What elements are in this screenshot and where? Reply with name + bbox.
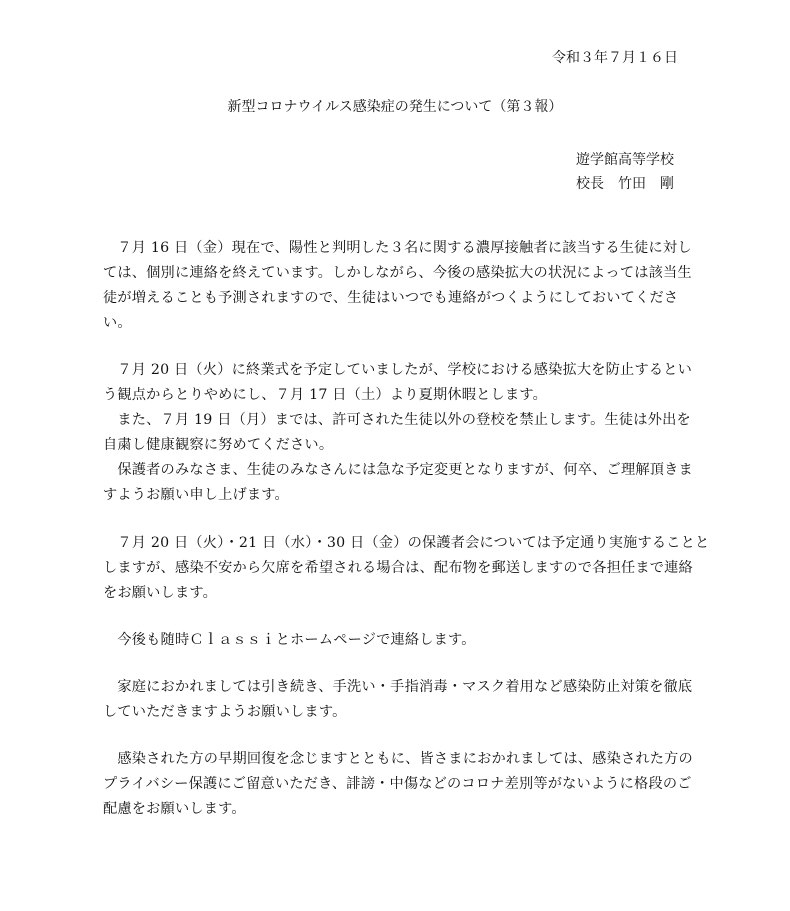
paragraph-line: しますが、感染不安から欠席を希望される場合は、配布物を郵送しますので各担任まで連絡 xyxy=(103,560,693,576)
paragraph-gap xyxy=(103,606,685,628)
paragraph-prevention-request xyxy=(103,675,693,725)
paragraph-privacy-request xyxy=(103,747,693,822)
paragraph-parent-meeting xyxy=(103,531,710,606)
paragraph-line: をお願いします。 xyxy=(103,585,217,601)
paragraph-line: していただきますようお願いします。 xyxy=(103,704,347,720)
paragraph-line: プライバシー保護にご留意いただき、誹謗・中傷などのコロナ差別等がないように格段のご xyxy=(103,776,692,792)
paragraph-closing-ceremony xyxy=(103,358,693,508)
paragraph-line: 徒が増えることも予測されますので、生徒はいつでも連絡がつくようにしておいてくださ xyxy=(103,290,679,306)
paragraph-contact-status xyxy=(103,236,692,336)
paragraph-line: 配慮をお願いします。 xyxy=(103,801,246,817)
document-title: 新型コロナウイルス感染症の発生について（第３報） xyxy=(227,99,563,115)
paragraph-line: また、７月 19 日（月）までは、許可された生徒以外の登校を禁止します。生徒は外出を xyxy=(103,412,691,428)
paragraph-line: 今後も随時Ｃｌａｓｓｉとホームページで連絡します。 xyxy=(103,632,476,648)
document-body xyxy=(103,236,710,822)
paragraph-gap xyxy=(103,725,685,747)
paragraph-line: ７月 20 日（火）・21 日（水）・30 日（金）の保護者会については予定通り実施することと xyxy=(103,535,710,551)
paragraph-line: い。 xyxy=(103,315,132,331)
paragraph-line: う観点からとりやめにし、７月 17 日（土）より夏期休暇とします。 xyxy=(103,387,547,403)
paragraph-line: ７月 16 日（金）現在で、陽性と判明した３名に関する濃厚接触者に該当する生徒に対し xyxy=(103,240,692,256)
paragraph-line: すようお願い申し上げます。 xyxy=(103,487,289,503)
paragraph-line: ては、個別に連絡を終えています。しかしながら、今後の感染拡大の状況によっては該当生 xyxy=(103,265,692,281)
paragraph-gap xyxy=(103,508,685,531)
paragraph-contact-method xyxy=(103,628,685,653)
paragraph-line: 保護者のみなさま、生徒のみなさんには急な予定変更となりますが、何卒、ご理解頂きま xyxy=(103,462,693,478)
issue-date: 令和３年７月１６日 xyxy=(552,50,678,66)
paragraph-line: 自粛し健康観察に努めてください。 xyxy=(103,437,334,453)
school-name: 遊学館高等学校 xyxy=(576,152,674,168)
principal-name: 校長 竹田 剛 xyxy=(576,176,674,192)
sender-block xyxy=(576,148,674,196)
paragraph-line: 家庭におかれましては引き続き、手洗い・手指消毒・マスク着用など感染防止対策を徹底 xyxy=(103,679,693,695)
paragraph-gap xyxy=(103,653,685,675)
paragraph-gap xyxy=(103,336,685,358)
paragraph-line: 感染された方の早期回復を念じますとともに、皆さまにおかれましては、感染された方の xyxy=(103,751,693,767)
paragraph-line: ７月 20 日（火）に終業式を予定していましたが、学校における感染拡大を防止するとい xyxy=(103,362,692,378)
